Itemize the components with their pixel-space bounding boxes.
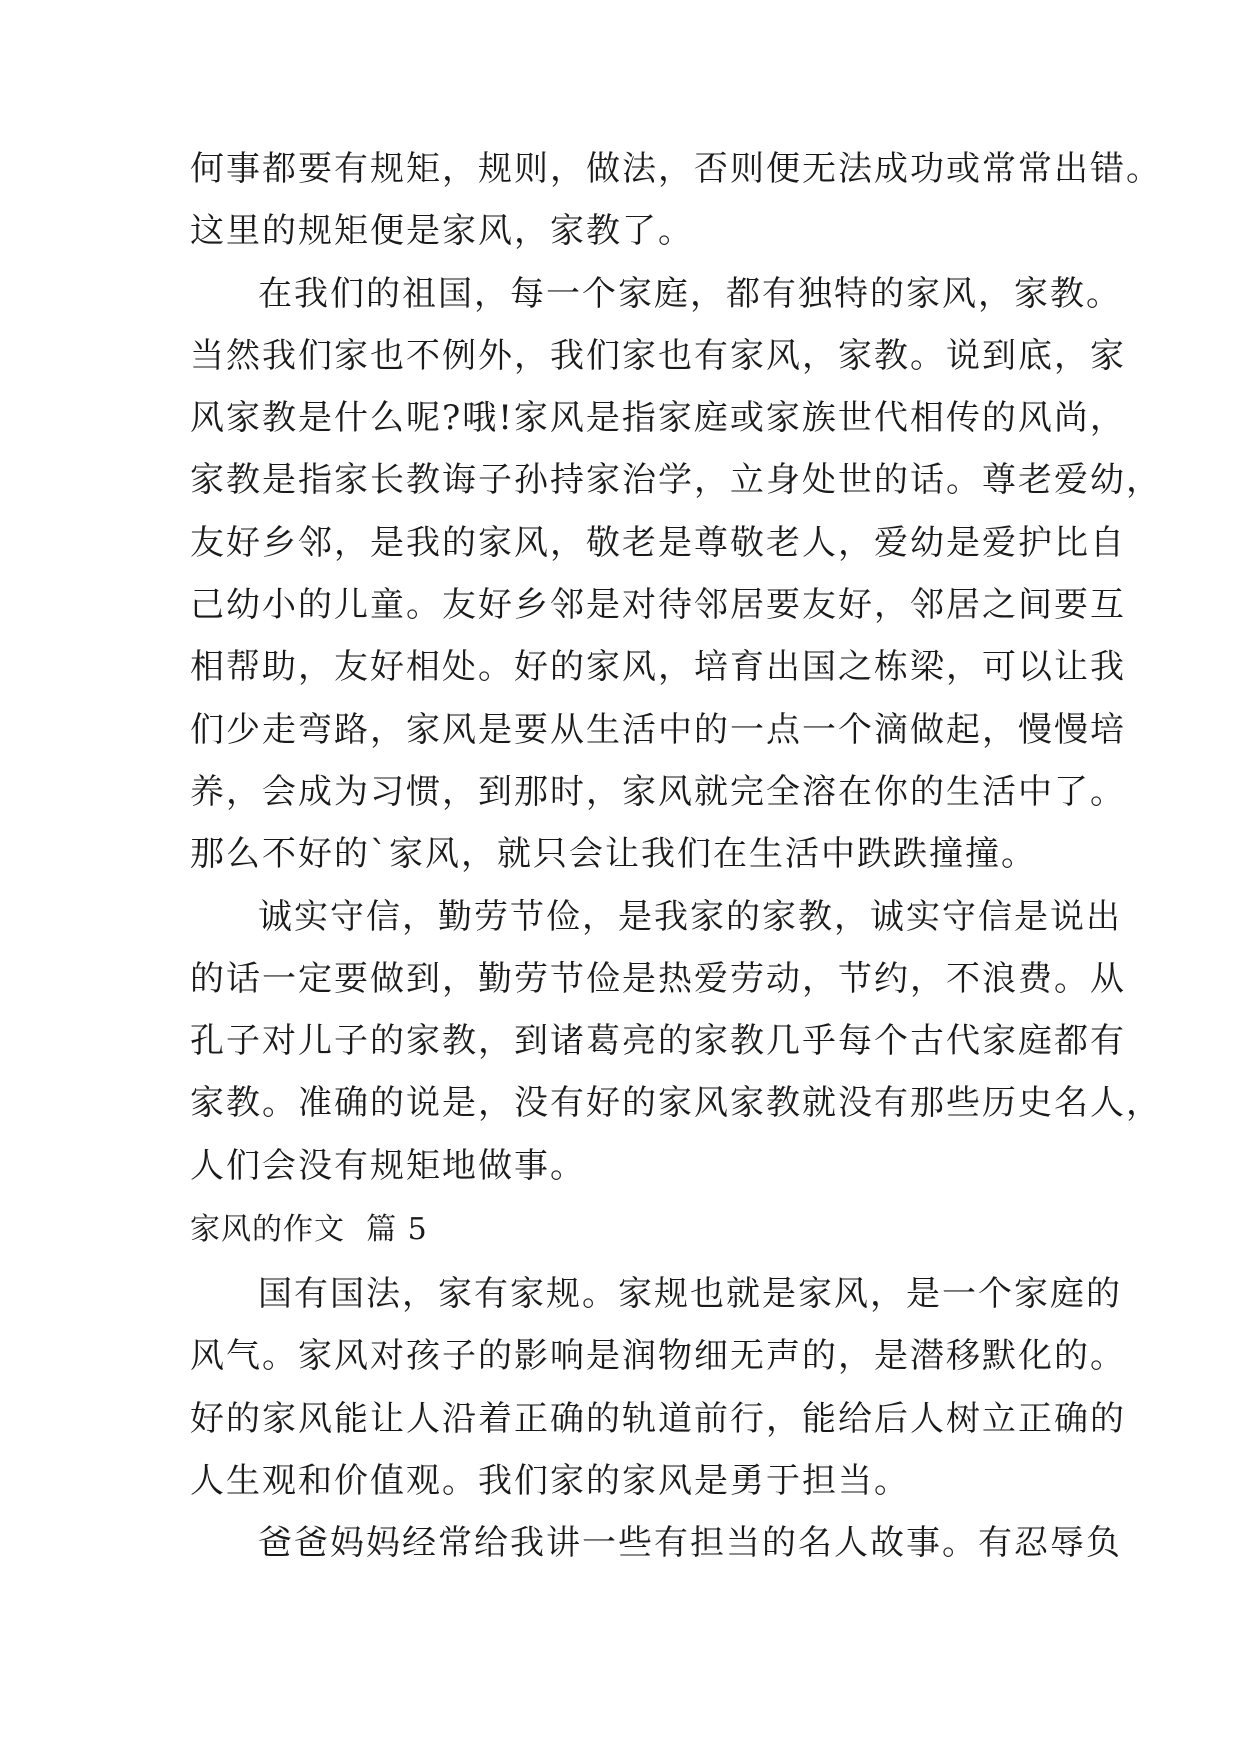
text-line: 家教。准确的说是，没有好的家风家教就没有那些历史名人，: [190, 1083, 1162, 1124]
text-line: 人生观和价值观。我们家的家风是勇于担当。: [190, 1460, 910, 1501]
text-line: 何事都要有规矩，规则，做法，否则便无法成功或常常出错。: [190, 149, 1162, 189]
text-line: 己幼小的儿童。友好乡邻是对待邻居要友好，邻居之间要互: [190, 585, 1126, 626]
text-line: 风家教是什么呢?哦!家风是指家庭或家族世代相传的风尚，: [190, 398, 1126, 439]
text-line: 家教是指家长教诲子孙持家治学，立身处世的话。尊老爱幼，: [190, 460, 1162, 501]
text-line: 们少走弯路，家风是要从生活中的一点一个滴做起，慢慢培: [190, 709, 1126, 750]
text-line: 在我们的祖国，每一个家庭，都有独特的家风，家教。: [258, 273, 1122, 314]
text-line: 养，会成为习惯，到那时，家风就完全溶在你的生活中了。: [190, 771, 1126, 812]
text-line: 这里的规矩便是家风，家教了。: [190, 211, 694, 252]
text-line: 爸爸妈妈经常给我讲一些有担当的名人故事。有忍辱负: [258, 1523, 1122, 1564]
essay-section-1: [190, 138, 1162, 1197]
text-line: 友好乡邻，是我的家风，敬老是尊敬老人，爱幼是爱护比自: [190, 522, 1126, 563]
essay-section-2: [190, 1263, 1126, 1574]
text-line: 风气。家风对孩子的影响是润物细无声的，是潜移默化的。: [190, 1336, 1126, 1377]
text-line: 国有国法，家有家规。家规也就是家风，是一个家庭的: [258, 1274, 1122, 1314]
text-line: 当然我们家也不例外，我们家也有家风，家教。说到底，家: [190, 335, 1126, 376]
text-line: 相帮助，友好相处。好的家风，培育出国之栋梁，可以让我: [190, 647, 1126, 688]
text-line: 诚实守信，勤劳节俭，是我家的家教，诚实守信是说出: [258, 896, 1122, 937]
text-line: 那么不好的`家风，就只会让我们在生活中跌跌撞撞。: [190, 834, 1037, 875]
section-heading: 家风的作文 篇 5: [190, 1212, 428, 1247]
text-line: 的话一定要做到，勤劳节俭是热爱劳动，节约，不浪费。从: [190, 958, 1126, 999]
text-line: 孔子对儿子的家教，到诸葛亮的家教几乎每个古代家庭都有: [190, 1021, 1126, 1062]
text-line: 好的家风能让人沿着正确的轨道前行，能给后人树立正确的: [190, 1398, 1126, 1439]
text-line: 人们会没有规矩地做事。: [190, 1145, 586, 1186]
